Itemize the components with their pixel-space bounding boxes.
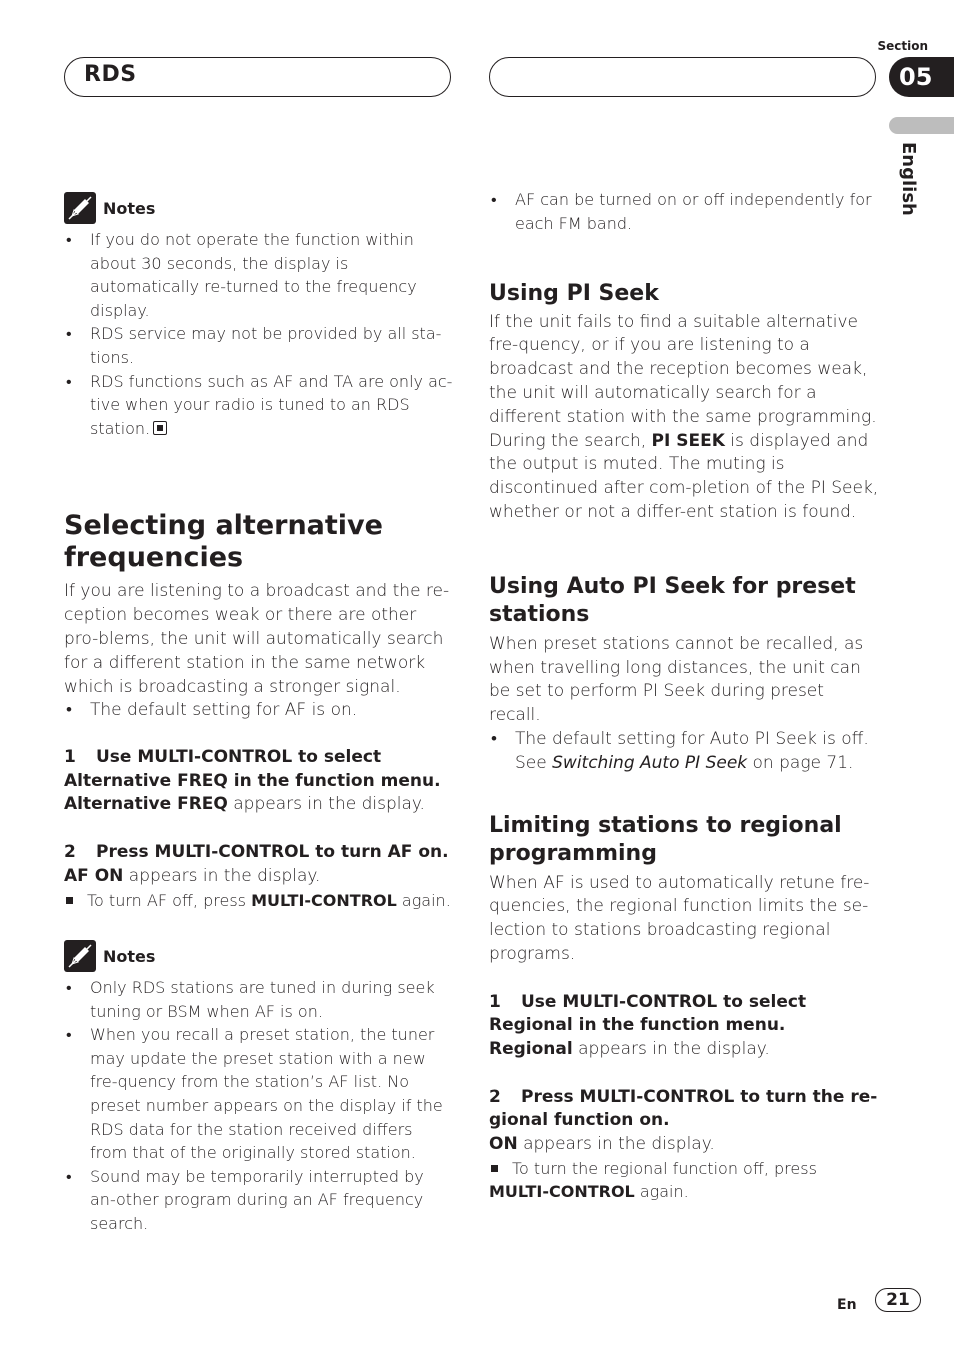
step-1: 1 Use MULTI-CONTROL to select Regional in the function menu. bbox=[489, 991, 807, 1036]
square-bullet-icon bbox=[491, 1165, 498, 1172]
notes-list bbox=[64, 976, 454, 1236]
notes-list bbox=[64, 228, 454, 440]
list-item: • If you do not operate the function within about 30 seconds, the display is automatically re-turned to the frequency display. bbox=[66, 230, 417, 320]
auto-pi-bullet-list bbox=[489, 728, 879, 776]
header-blank-frame bbox=[489, 57, 876, 97]
notes-header bbox=[64, 940, 454, 972]
step-1-result: Regional appears in the display. bbox=[489, 1039, 770, 1060]
footer-language: En bbox=[837, 1297, 857, 1313]
auto-pi-seek-paragraph: When preset stations cannot be recalled, as when travelling long distances, the unit can be set to perform PI Seek during preset recall. bbox=[489, 633, 864, 726]
step-2-result: AF ON appears in the display. bbox=[64, 865, 321, 886]
section-label: Section bbox=[877, 39, 928, 53]
regional-paragraph: When AF is used to automatically retune fre-quencies, the regional function limits the se-lection to stations broadcasting regional programs. bbox=[489, 872, 870, 965]
regional-heading: Limiting stations to regional programming bbox=[489, 812, 842, 867]
page-number: 21 bbox=[875, 1288, 921, 1312]
end-mark-icon bbox=[153, 421, 167, 435]
list-item: • Sound may be temporarily interrupted by an-other program during an AF frequency search. bbox=[66, 1166, 424, 1234]
language-tab-bar bbox=[889, 117, 954, 134]
language-tab-label: English bbox=[898, 142, 919, 216]
step-2-tip: To turn the regional function off, press MULTI-CONTROL again. bbox=[489, 1158, 817, 1202]
notes-pencil-icon bbox=[64, 192, 96, 224]
step-2: 2 Press MULTI-CONTROL to turn AF on. bbox=[64, 842, 449, 863]
step-2-tip: To turn AF off, press MULTI-CONTROL again. bbox=[64, 889, 454, 913]
left-column bbox=[64, 192, 454, 1236]
pi-seek-heading: Using PI Seek bbox=[489, 281, 659, 307]
notes-header bbox=[64, 192, 454, 224]
list-item: • Only RDS stations are tuned in during seek tuning or BSM when AF is on. bbox=[66, 978, 435, 1021]
notes-title: Notes bbox=[103, 946, 156, 966]
list-item: • The default setting for AF is on. bbox=[66, 700, 358, 721]
section-heading: Selecting alternative frequencies bbox=[64, 510, 383, 574]
default-bullet-list bbox=[64, 699, 454, 723]
notes-title: Notes bbox=[103, 198, 156, 218]
cross-reference: Switching Auto PI Seek bbox=[552, 752, 748, 773]
notes-pencil-icon bbox=[64, 940, 96, 972]
square-bullet-icon bbox=[66, 897, 73, 904]
list-item: • When you recall a preset station, the tuner may update the preset station with a new fre-quency from the station’s AF list. No preset number appears on the display if the RDS data for the station received differs from that of the originally stored station. bbox=[66, 1025, 443, 1163]
list-item: • RDS service may not be provided by all sta-tions. bbox=[66, 324, 442, 367]
step-1-result: Alternative FREQ appears in the display. bbox=[64, 794, 425, 815]
pi-seek-paragraph: If the unit fails to find a suitable alternative fre-quency, or if you are listening to a broadcast and the reception becomes weak, the unit will automatically search for a different station with the same programming. During the search, PI SEEK is displayed and the output is muted. The muting is discontinued after com-pletion of the PI Seek, whether or not a differ-ent station is found. bbox=[489, 311, 879, 523]
auto-pi-seek-heading: Using Auto PI Seek for preset stations bbox=[489, 573, 856, 628]
right-column bbox=[489, 188, 879, 1204]
list-item: • The default setting for Auto PI Seek is off. See Switching Auto PI Seek on page 71. bbox=[491, 729, 869, 773]
af-band-bullet-list bbox=[489, 188, 879, 235]
list-item: • RDS functions such as AF and TA are only ac-tive when your radio is tuned to an RDS station. bbox=[66, 371, 453, 438]
step-2: 2 Press MULTI-CONTROL to turn the re-gional function on. bbox=[489, 1086, 878, 1131]
section-number-tab: 05 bbox=[889, 57, 954, 97]
step-1: 1 Use MULTI-CONTROL to select Alternative FREQ in the function menu. bbox=[64, 747, 441, 791]
step-2-result: ON appears in the display. bbox=[489, 1134, 715, 1154]
list-item: • AF can be turned on or off independently for each FM band. bbox=[491, 190, 872, 233]
page-title: RDS bbox=[84, 62, 137, 87]
intro-paragraph: If you are listening to a broadcast and the re-ception becomes weak or there are other pro-blems, the unit will automatically search for a different station in the same network which is broadcasting a stronger signal. bbox=[64, 581, 450, 697]
